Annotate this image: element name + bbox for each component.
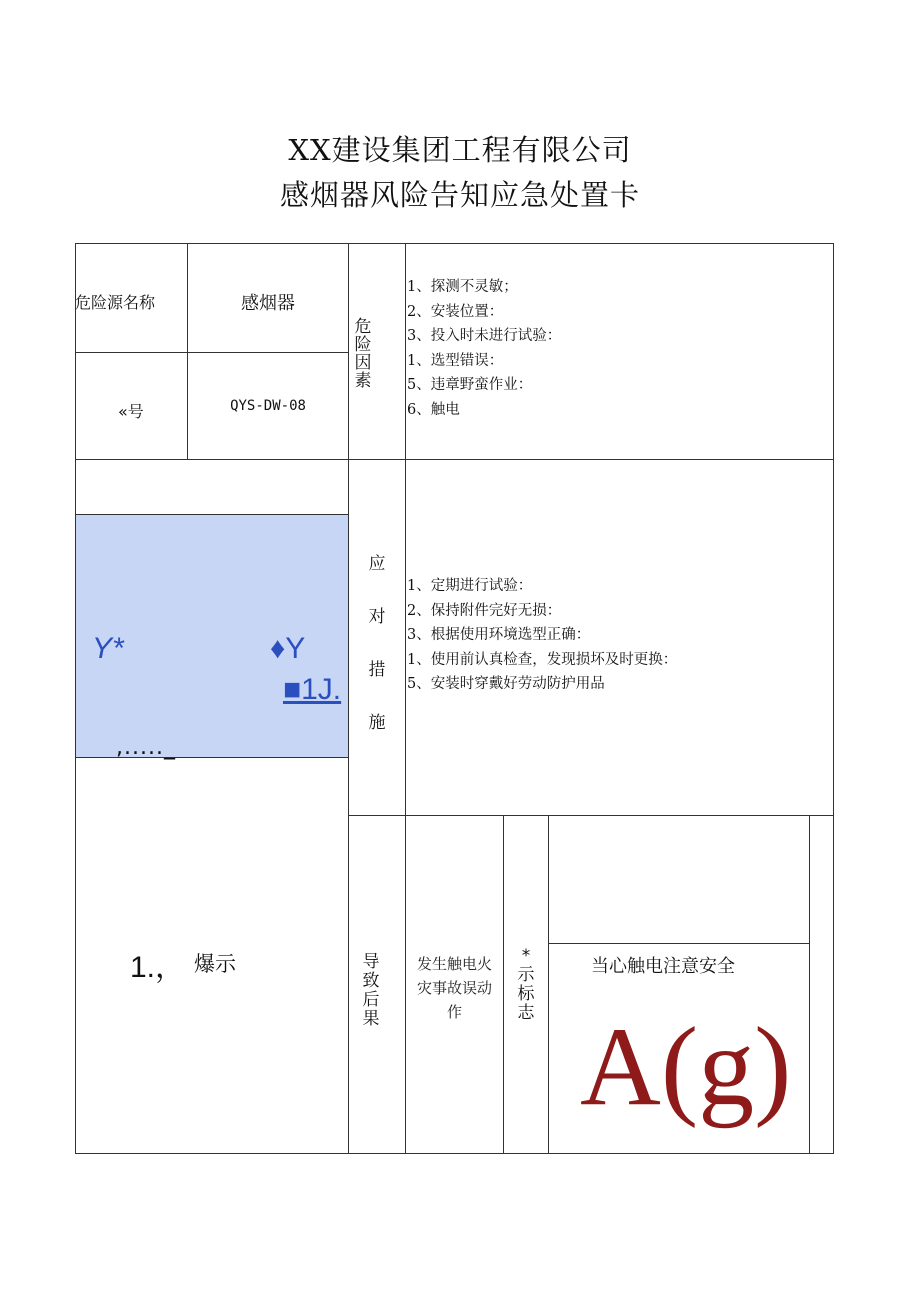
image-text-mark: ■1J. — [283, 673, 342, 706]
card-title: 感烟器风险告知应急处置卡 — [279, 178, 640, 212]
label-char: 志 — [517, 1003, 535, 1023]
risk-factors-list — [407, 275, 561, 423]
label-char: 导 — [362, 952, 380, 972]
label-char: 后 — [362, 990, 380, 1010]
table-border-right — [833, 243, 834, 1154]
list-item: 3、投入时未进行试验： — [407, 328, 562, 345]
code-label: «号 — [118, 402, 144, 421]
company-name: XX建设集团工程有限公司 — [288, 133, 632, 167]
list-item: 2、安装位置： — [407, 303, 504, 320]
label-char: 致 — [362, 971, 380, 991]
label-char: 标 — [517, 984, 535, 1004]
divider — [548, 943, 809, 944]
label-char: 危 — [354, 317, 372, 337]
label-char: 措 — [368, 660, 386, 680]
table-border-top — [75, 243, 834, 244]
sign-symbol: A(g) — [580, 1005, 792, 1129]
consequence-text — [406, 952, 503, 1024]
label-char: 险 — [354, 335, 372, 355]
label-char: 示 — [517, 965, 535, 985]
list-item: 1、探测不灵敏； — [407, 279, 518, 295]
list-item: 5、安装时穿戴好劳动防护用品 — [407, 676, 605, 693]
label-char: 对 — [368, 607, 386, 627]
divider — [503, 815, 504, 1154]
label-char: 素 — [354, 371, 372, 391]
list-item: 3、根据使用环境选型正确： — [407, 627, 591, 644]
consequence-label — [359, 953, 383, 1029]
text-line: 灾事故误动 — [416, 979, 492, 997]
divider — [348, 243, 349, 1154]
text-line: 作 — [446, 1003, 462, 1021]
divider — [187, 243, 188, 459]
label-char: 果 — [362, 1009, 380, 1029]
list-item: 6、触电 — [407, 401, 460, 418]
divider — [75, 459, 834, 460]
divider — [548, 815, 549, 1154]
image-text-dots: ,....._ — [116, 735, 176, 760]
divider — [348, 815, 834, 816]
table-border-bottom — [75, 1153, 834, 1154]
warning-title: 当心触电注意安全 — [591, 956, 735, 977]
measures-label — [365, 538, 389, 750]
text-line: 发生触电火 — [416, 955, 492, 973]
label-char: * — [521, 946, 531, 966]
measures-list — [407, 574, 677, 697]
image-text-right: ♦Y — [270, 632, 306, 665]
explosion-text: 爆示 — [194, 952, 236, 976]
divider — [809, 815, 810, 1154]
explosion-label: 1.， — [130, 951, 186, 984]
list-item: 5、违章野蛮作业： — [407, 377, 533, 394]
label-char: 应 — [368, 554, 386, 574]
image-text-left: Y* — [92, 632, 124, 665]
list-item: 1、定期进行试验： — [407, 578, 533, 594]
list-item: 1、使用前认真检查，发现损坏及时更换： — [407, 651, 678, 668]
divider — [75, 352, 348, 353]
list-item: 1、选型错误： — [407, 352, 504, 369]
label-char: 因 — [354, 353, 372, 373]
hazard-name-value: 感烟器 — [241, 293, 295, 314]
label-char: 施 — [368, 713, 386, 733]
sign-label — [514, 947, 538, 1023]
list-item: 2、保持附件完好无损： — [407, 602, 562, 619]
hazard-name-label: 危险源名称 — [75, 293, 156, 312]
risk-factors-label — [351, 318, 375, 390]
code-value: QYS-DW-08 — [230, 398, 306, 414]
